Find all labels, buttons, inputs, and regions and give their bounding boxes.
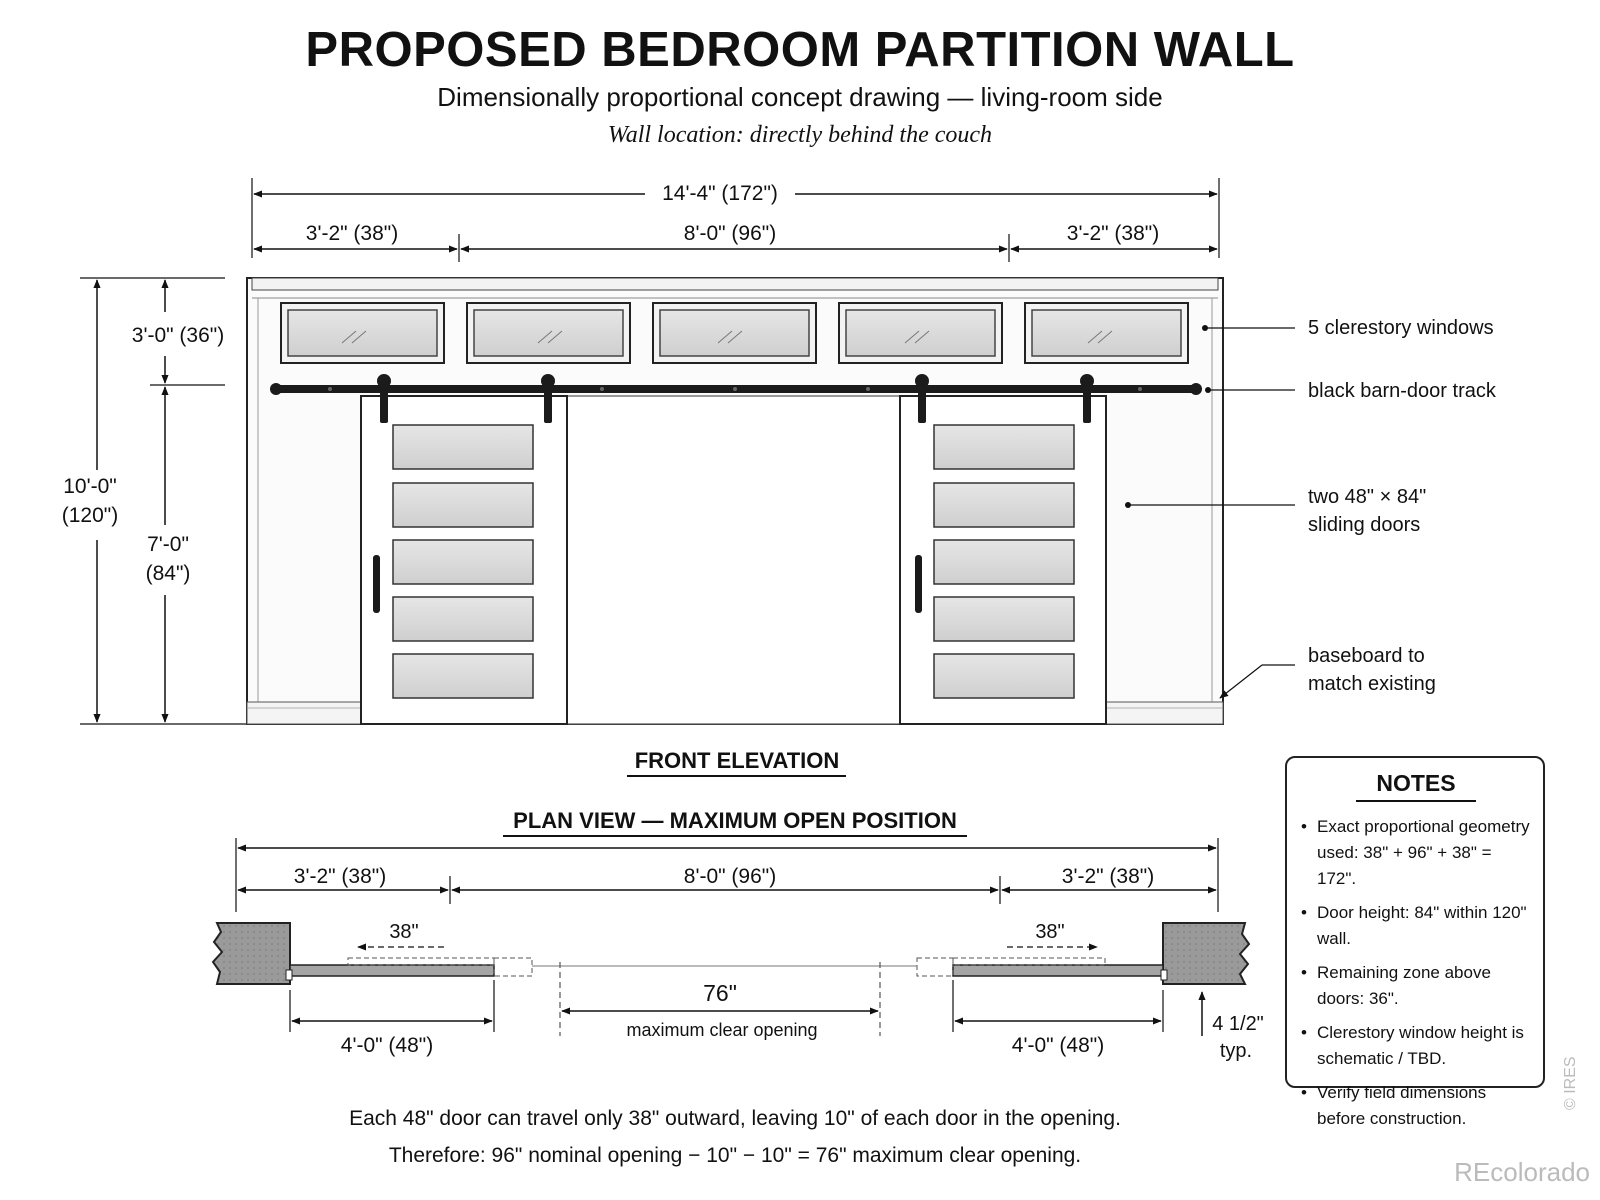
clerestory-window [1025,303,1188,363]
drawing-subtitle: Dimensionally proportional concept drawing — living-room side [437,82,1163,112]
door-pull-handle [915,555,922,613]
plan-right-door [917,958,1167,980]
clerestory-window [281,303,444,363]
right-sliding-door [900,396,1106,724]
callout-doors-label-1: two 48" × 84" [1308,486,1427,508]
plan-right-wall-stub [1163,923,1249,984]
plan-center-segment-label: 8'-0" (96") [683,865,777,888]
overall-width-label: 14'-4" (172") [662,182,778,205]
clerestory-windows [281,303,1188,363]
plan-segment-dimensions [238,865,1216,904]
notes-list [1301,814,1531,1132]
wall-location-note: Wall location: directly behind the couch [607,122,993,148]
plan-wall-thickness-label-2: typ. [1219,1040,1253,1062]
plan-left-segment-label: 3'-2" (38") [293,865,387,888]
total-height-label-2: (120") [61,504,119,527]
note-item: • Door height: 84" within 120" wall. [1301,900,1531,952]
clerestory-window [653,303,816,363]
plan-right-door-width-label: 4'-0" (48") [1011,1034,1105,1057]
note-item: • Remaining zone above doors: 36". [1301,960,1531,1012]
plan-left-door-width [290,980,494,1057]
plan-clear-opening-dimension [560,962,880,1040]
clerestory-window [467,303,630,363]
callout-windows [1202,317,1494,339]
plan-clear-opening-label: 76" [703,980,737,1006]
plan-left-travel [358,921,448,947]
footer-line-2: Therefore: 96" nominal opening − 10" − 10" = 76" maximum clear opening. [388,1144,1082,1167]
plan-view-heading [503,808,967,836]
plan-right-travel [1007,921,1097,947]
plan-right-segment-label: 3'-2" (38") [1061,865,1155,888]
plan-right-travel-label: 38" [1035,921,1065,943]
notes-title: NOTES [1356,770,1476,802]
center-opening [566,396,900,724]
plan-left-travel-label: 38" [389,921,419,943]
clerestory-window [839,303,1002,363]
upper-zone-dimension [132,280,225,385]
right-segment-label: 3'-2" (38") [1066,222,1160,245]
plan-left-door [286,958,532,980]
front-elevation-heading [627,748,846,776]
watermark-vertical: © IRES [1562,1056,1579,1110]
door-pull-handle [373,555,380,613]
callout-baseboard-label-2: match existing [1308,673,1436,695]
callout-baseboard-label-1: baseboard to [1308,645,1425,667]
left-segment-label: 3'-2" (38") [305,222,399,245]
door-height-label-2: (84") [145,562,191,585]
note-item: • Verify field dimensions before construction. [1301,1080,1531,1132]
door-height-dimension [146,387,191,722]
plan-clear-opening-caption: maximum clear opening [626,1020,818,1040]
door-height-label-1: 7'-0" [147,533,189,556]
callout-track-label: black barn-door track [1308,380,1496,402]
callout-doors-label-2: sliding doors [1308,514,1421,536]
plan-left-wall-stub [213,923,290,984]
total-height-label-1: 10'-0" [63,475,117,498]
front-elevation-label: FRONT ELEVATION [634,748,840,773]
note-item: • Clerestory window height is schematic / TBD. [1301,1020,1531,1072]
segment-dimensions [254,221,1217,262]
footer-line-1: Each 48" door can travel only 38" outward, leaving 10" of each door in the opening. [349,1107,1121,1130]
left-sliding-door [361,396,567,724]
callout-windows-label: 5 clerestory windows [1308,317,1494,339]
watermark: REcolorado [1454,1157,1590,1187]
center-segment-label: 8'-0" (96") [683,222,777,245]
drawing-title: PROPOSED BEDROOM PARTITION WALL [305,23,1295,77]
plan-left-door-width-label: 4'-0" (48") [340,1034,434,1057]
plan-right-door-width [953,980,1163,1057]
callout-baseboard [1220,645,1436,698]
plan-view-label: PLAN VIEW — MAXIMUM OPEN POSITION [513,808,957,833]
notes-panel [1285,756,1545,1128]
upper-zone-label: 3'-0" (36") [131,324,225,347]
note-item: • Exact proportional geometry used: 38" + 96" + 38" = 172". [1301,814,1531,892]
callout-track [1205,380,1497,402]
plan-wall-thickness [1202,992,1264,1062]
plan-wall-thickness-label-1: 4 1/2" [1212,1013,1264,1035]
